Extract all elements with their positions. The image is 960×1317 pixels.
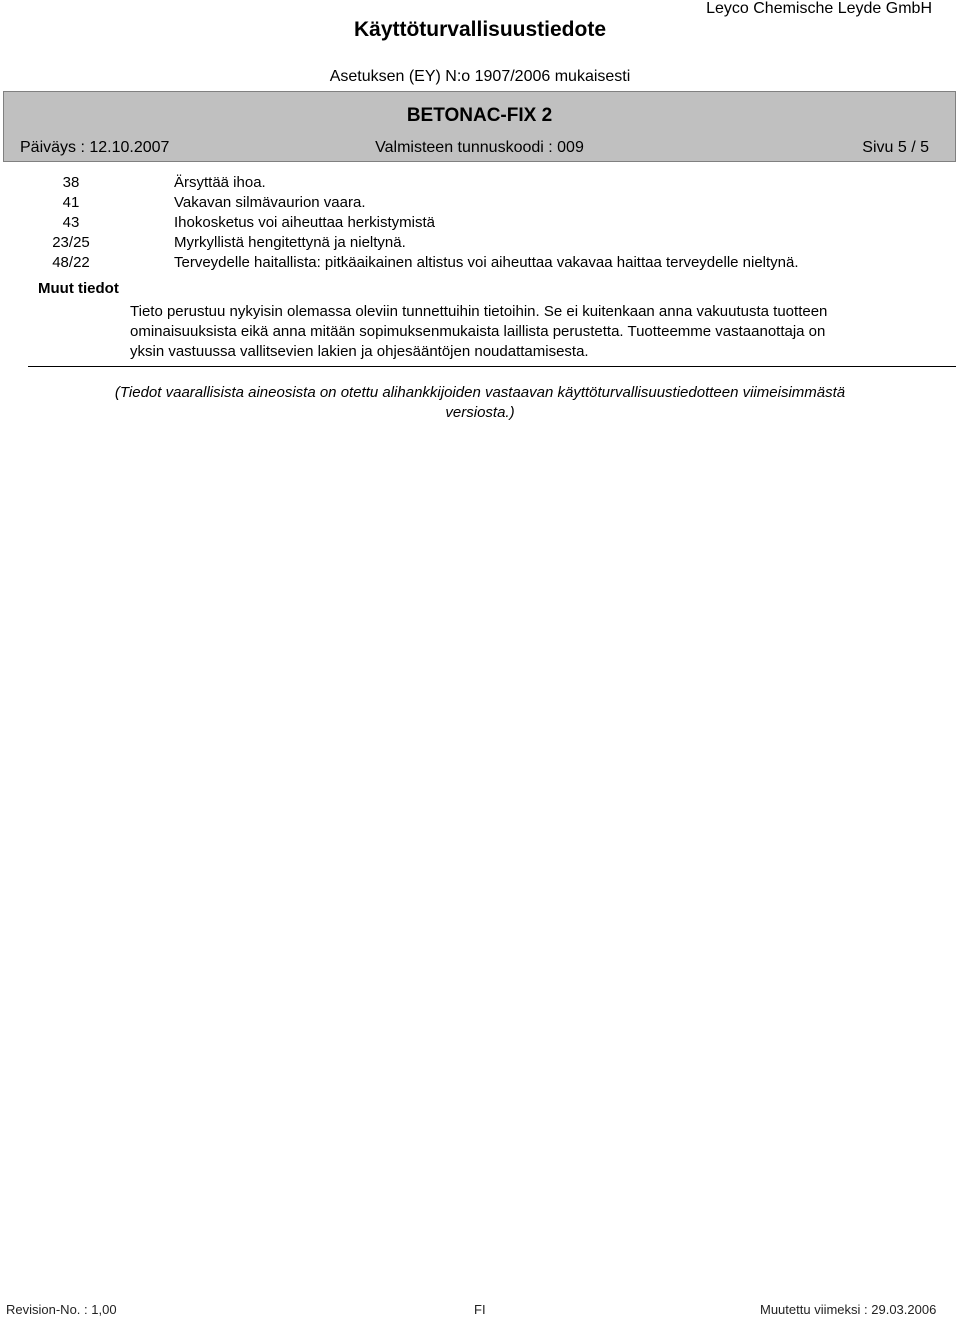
other-info-text: Tieto perustuu nykyisin olemassa oleviin tunnettuihin tietoihin. Se ei kuitenkaan anna vakuutusta tuotteen ominaisuuksista eikä anna mitään sopimuksenmukaista laillista perustetta. Tuotteemme vastaanottaja on yksin vastuussa vallitsevien lakien ja ohjesääntöjen noudattamisesta. — [130, 303, 828, 360]
regulation-line: Asetuksen (EY) N:o 1907/2006 mukaisesti — [329, 68, 631, 85]
revision-number: Revision-No. : 1,00 — [6, 1302, 117, 1317]
company-name: Leyco Chemische Leyde GmbH — [706, 0, 932, 17]
document-title: Käyttöturvallisuustiedote — [353, 18, 607, 41]
r-phrase-text: Vakavan silmävaurion vaara. — [174, 194, 366, 211]
source-note: (Tiedot vaarallisista aineosista on otettu alihankkijoiden vastaavan käyttöturvallisuustiedotteen viimeisimmästä versiosta.) — [114, 384, 846, 421]
r-phrase-code: 38 — [62, 174, 80, 191]
product-header-box — [3, 91, 956, 162]
r-phrase-code: 43 — [62, 214, 80, 231]
issue-date: Päiväys : 12.10.2007 — [20, 139, 170, 156]
r-phrase-text: Myrkyllistä hengitettynä ja nieltynä. — [174, 234, 406, 251]
product-name: BETONAC-FIX 2 — [406, 105, 553, 126]
r-phrase-code: 23/25 — [52, 234, 90, 251]
r-phrase-text: Terveydelle haitallista: pitkäaikainen altistus voi aiheuttaa vakavaa haittaa terveydelle nieltynä. — [174, 254, 799, 271]
language-code: FI — [474, 1302, 486, 1317]
r-phrase-text: Ihokosketus voi aiheuttaa herkistymistä — [174, 214, 435, 231]
section-divider — [28, 366, 956, 367]
product-code: Valmisteen tunnuskoodi : 009 — [375, 139, 584, 156]
r-phrase-code: 48/22 — [52, 254, 90, 271]
modified-date: Muutettu viimeksi : 29.03.2006 — [760, 1302, 937, 1317]
other-info-label: Muut tiedot — [38, 280, 119, 297]
page-number: Sivu 5 / 5 — [862, 139, 929, 156]
r-phrase-text: Ärsyttää ihoa. — [174, 174, 266, 191]
r-phrase-code: 41 — [62, 194, 80, 211]
